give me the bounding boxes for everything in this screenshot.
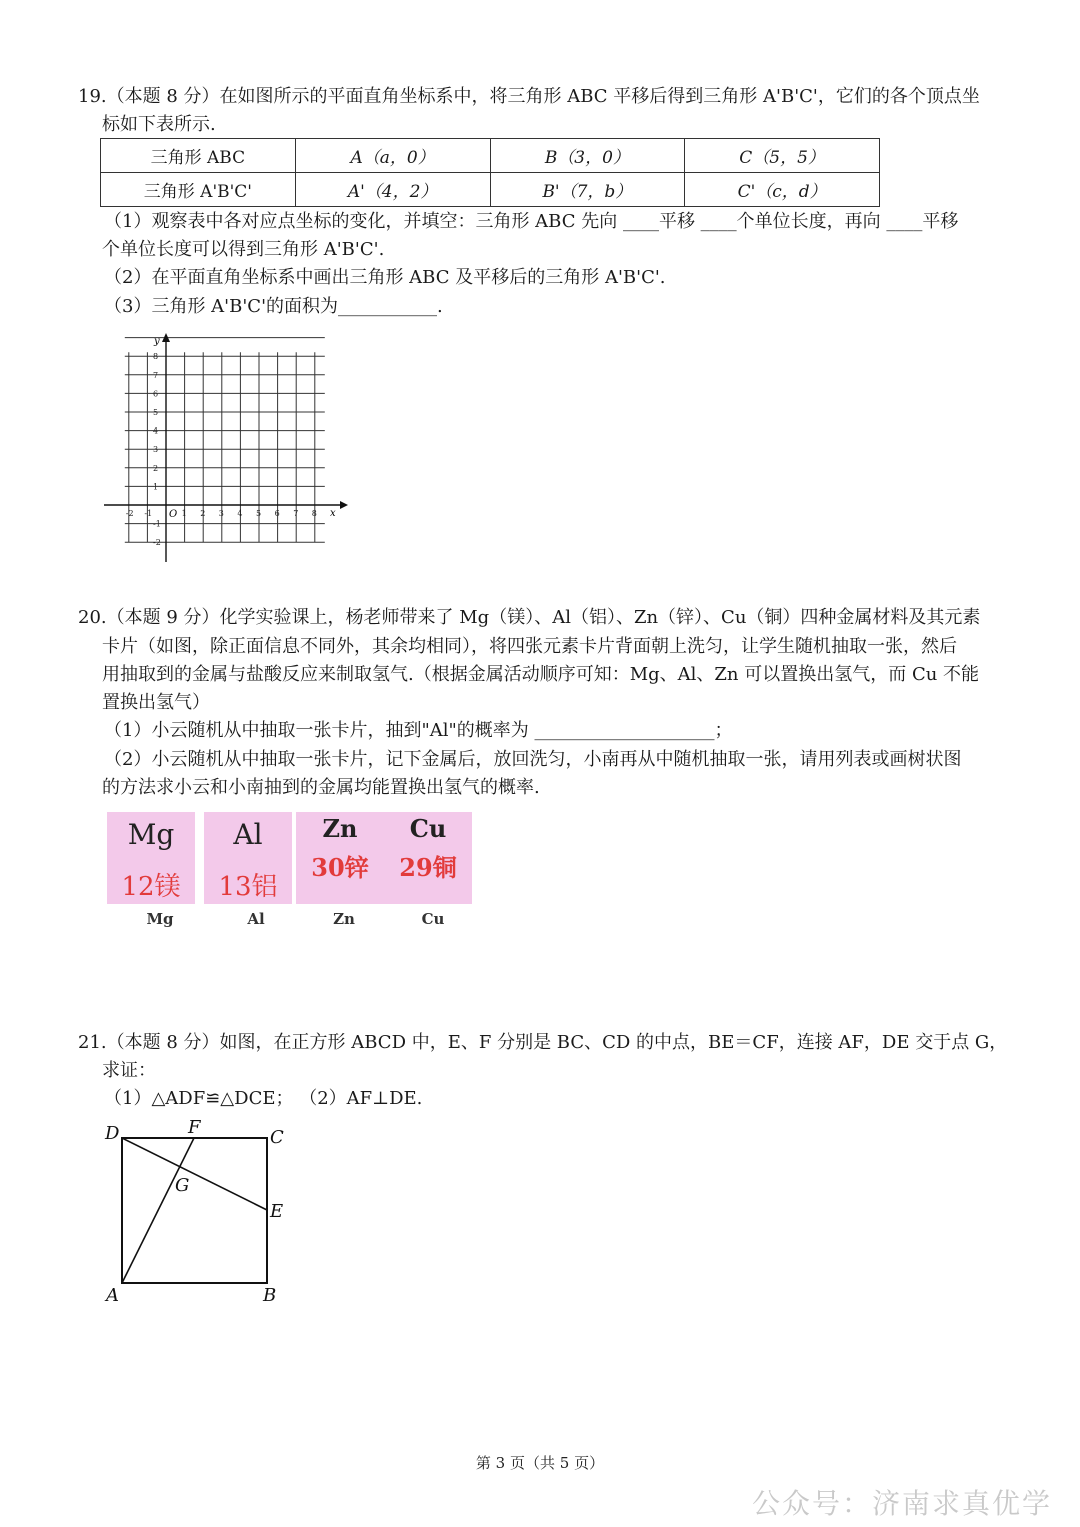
x-tick-label: -1 [144, 509, 153, 518]
q19-part3: （3）三角形 A'B'C'的面积为___________. [104, 296, 443, 317]
q20-part2-line2: 的方法求小云和小南抽到的金属均能置换出氢气的概率. [102, 777, 540, 798]
x-tick-label: 6 [274, 509, 280, 518]
coordinate-table [100, 138, 880, 207]
card-symbol: Cu [409, 814, 447, 843]
x-axis-label: x [330, 508, 336, 519]
card-caption: Zn [333, 910, 355, 928]
x-tick-label: 3 [218, 509, 224, 518]
y-tick-label: 6 [153, 389, 159, 399]
y-tick-label: 3 [153, 445, 159, 455]
q20-part2-line1: （2）小云随机从中抽取一张卡片，记下金属后，放回洗匀，小南再从中随机抽取一张，请用列表或画树状图 [104, 749, 962, 770]
card-caption: Mg [146, 910, 174, 928]
q20-stem-line4: 置换出氢气） [102, 692, 210, 713]
element-card-zn [296, 812, 384, 904]
q21-stem-line1: 21.（本题 8 分）如图，在正方形 ABCD 中，E、F 分别是 BC、CD 的中点，BE＝CF，连接 AF，DE 交于点 G， [78, 1032, 1008, 1053]
card-symbol: Mg [127, 818, 175, 851]
q19-part1-line1: （1）观察表中各对应点坐标的变化，并填空：三角形 ABC 先向 ____平移 ____个单位长度，再向 ____平移 [104, 211, 959, 232]
card-symbol: Al [233, 818, 263, 851]
x-tick-label: 7 [293, 509, 299, 518]
element-card-al [204, 812, 292, 904]
label-g: G [175, 1175, 190, 1196]
card-caption: Cu [421, 910, 445, 928]
x-tick-label: 5 [256, 509, 262, 518]
y-tick-label: -2 [153, 538, 161, 548]
y-tick-label: -1 [153, 519, 161, 529]
x-tick-label: 1 [181, 509, 187, 518]
card-number: 12镁 [121, 872, 181, 902]
x-tick-label: 8 [311, 509, 317, 518]
x-axis-arrow [340, 501, 348, 509]
label-e: E [270, 1201, 284, 1222]
y-axis-label: y [154, 336, 160, 347]
q20-part1: （1）小云随机从中抽取一张卡片，抽到"Al"的概率为 ____________________； [104, 720, 733, 741]
q20-stem-line2: 卡片（如图，除正面信息不同外，其余均相同），将四张元素卡片背面朝上洗匀，让学生随机抽取一张，然后 [102, 636, 957, 657]
watermark: 公众号：济南求真优学 [751, 1487, 1052, 1520]
y-tick-label: 7 [153, 370, 159, 380]
label-f: F [188, 1117, 201, 1138]
table-cell: 三角形 ABC [101, 139, 296, 173]
label-a: A [106, 1285, 119, 1306]
card-symbol: Zn [322, 814, 358, 843]
square-abcd [122, 1138, 267, 1283]
segment-af [122, 1138, 194, 1283]
card-number: 30锌 [311, 853, 369, 882]
table-cell: C（5，5） [685, 139, 880, 173]
card-caption: Al [247, 910, 265, 928]
table-row [101, 139, 880, 173]
origin-label: O [169, 509, 178, 520]
y-tick-label: 8 [153, 352, 159, 362]
q20-stem-line3: 用抽取到的金属与盐酸反应来制取氢气.（根据金属活动顺序可知：Mg、Al、Zn 可以置换出氢气，而 Cu 不能 [102, 664, 980, 685]
q19-part2: （2）在平面直角坐标系中画出三角形 ABC 及平移后的三角形 A'B'C'. [104, 267, 666, 288]
square-figure [95, 1115, 305, 1310]
page-footer: 第 3 页（共 5 页） [475, 1454, 605, 1472]
y-tick-label: 4 [153, 426, 159, 436]
segment-de [122, 1138, 267, 1210]
y-tick-label: 5 [153, 408, 159, 417]
card-number: 29铜 [399, 853, 457, 882]
y-tick-label: 2 [153, 463, 159, 473]
table-cell: A'（4，2） [295, 173, 490, 207]
y-tick-label: 1 [153, 482, 159, 492]
x-tick-label: 2 [200, 509, 206, 518]
label-d: D [105, 1123, 120, 1144]
table-row [101, 173, 880, 207]
label-b: B [263, 1285, 277, 1306]
q21-stem-line2: 求证： [102, 1060, 156, 1081]
table-cell: A（a，0） [295, 139, 490, 173]
coordinate-grid [100, 330, 350, 565]
x-tick-label: -2 [125, 509, 134, 518]
table-cell: B（3，0） [490, 139, 685, 173]
x-tick-label: 4 [237, 509, 243, 518]
table-cell: 三角形 A'B'C' [101, 173, 296, 207]
q19-part1-line2: 个单位长度可以得到三角形 A'B'C'. [102, 239, 385, 260]
table-cell: C'（c，d） [685, 173, 880, 207]
card-number: 13铝 [218, 872, 278, 902]
label-c: C [270, 1127, 284, 1148]
q19-stem-line2: 标如下表所示. [102, 114, 216, 135]
element-card-mg [107, 812, 195, 904]
q20-stem-line1: 20.（本题 9 分）化学实验课上，杨老师带来了 Mg（镁）、Al（铝）、Zn（锌）、Cu（铜）四种金属材料及其元素 [78, 607, 981, 628]
table-cell: B'（7，b） [490, 173, 685, 207]
q19-stem-line1: 19.（本题 8 分）在如图所示的平面直角坐标系中，将三角形 ABC 平移后得到三角形 A'B'C'，它们的各个顶点坐 [78, 86, 980, 107]
element-card-cu [384, 812, 472, 904]
q21-parts: （1）△ADF≌△DCE； （2）AF⊥DE. [104, 1088, 423, 1109]
